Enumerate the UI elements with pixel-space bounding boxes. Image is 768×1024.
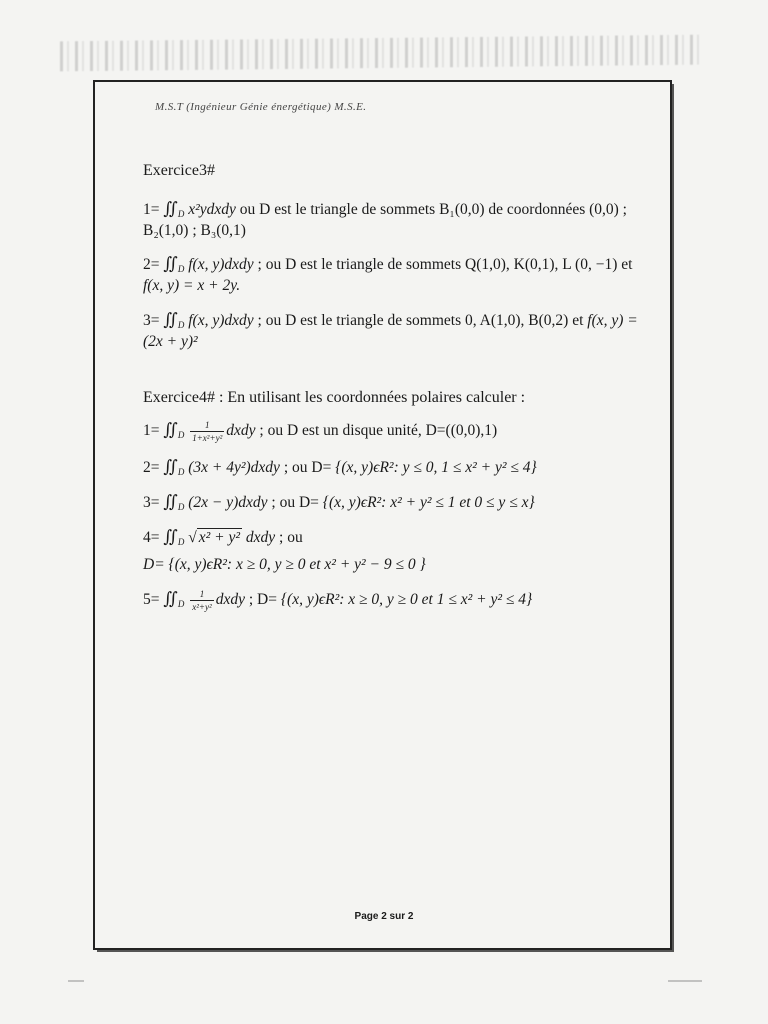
fraction: $\frac{1}{\text{x²+y²}}$ <box>192 588 212 612</box>
exercise4-item-4: $4= ∬_D$ √ x² + y² dxdy ; ou <box>143 526 303 547</box>
exercise3-item-3: $3= ∬_D$ f(x, y)dxdy ; ou D est le triangle de sommets 0, A(1,0), B(0,2) et f(x, y) = (2x + y)² <box>143 310 638 351</box>
fraction: $\frac{1}{\text{1+x²+y²}}$ <box>192 419 223 443</box>
scan-artifact-bottom-right <box>668 980 702 982</box>
exercise3-item-2: $2= ∬_D$ f(x, y)dxdy ; ou D est le triangle de sommets Q(1,0), K(0,1), L (0, −1) et f(x, y) = x + 2y. <box>143 254 633 295</box>
page-number: Page 2 sur 2 <box>354 911 414 922</box>
scan-artifact-top <box>60 35 700 72</box>
scan-artifact-bottom-left <box>68 980 84 982</box>
exercise4-item-4-domain: D= {(x, y)ϵR²: x ≥ 0, y ≥ 0 et x² + y² − 9 ≤ 0 } <box>143 555 426 573</box>
exercise3-title: Exercice3# <box>143 162 215 179</box>
document-body <box>143 160 643 613</box>
exercise4-item-3: $3= ∬_D$ (2x − y)dxdy ; ou D= {(x, y)ϵR²: x² + y² ≤ 1 et 0 ≤ y ≤ x} <box>143 491 535 512</box>
exercise4-item-5: $5= ∬_D$ $\frac{1}{\text{x²+y²}}$ dxdy ; D= {(x, y)ϵR²: x ≥ 0, y ≥ 0 et 1 ≤ x² + y² ≤ 4} <box>143 588 533 612</box>
exercise4-item-1: $1= ∬_D$ $\frac{1}{\text{1+x²+y²}}$ dxdy ; ou D est un disque unité, D=((0,0),1) <box>143 419 498 443</box>
exercise3-item-1: $1= ∬_D$ x²ydxdy ou D est le triangle de sommets B₁(0,0) de coordonnées (0,0) ; B₂(1,0) ; B₃(0,1) <box>143 198 627 239</box>
header-text: M.S.T (Ingénieur Génie énergétique) M.S.E. <box>155 101 367 113</box>
exercise4-item-2: $2= ∬_D$ (3x + 4y²)dxdy ; ou D= {(x, y)ϵR²: y ≤ 0, 1 ≤ x² + y² ≤ 4} <box>143 457 537 478</box>
exercise4-title: Exercice4# : En utilisant les coordonnées polaires calculer : <box>143 389 526 407</box>
